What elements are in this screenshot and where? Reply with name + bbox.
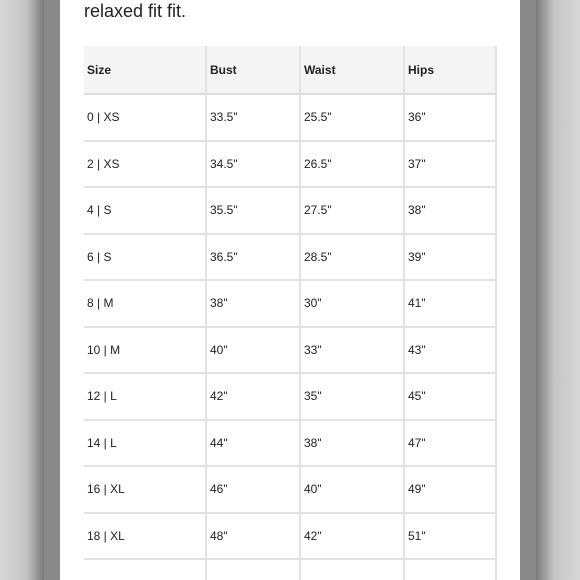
cell-hips: 49" <box>404 466 496 513</box>
table-row <box>84 94 496 141</box>
size-chart-table <box>84 46 497 580</box>
table-row <box>84 513 496 560</box>
header-size: Size <box>84 46 206 94</box>
header-waist: Waist <box>300 46 404 94</box>
cell-hips: 51" <box>404 513 496 560</box>
table-row <box>84 141 496 188</box>
cell-size: 0 | XS <box>84 94 206 141</box>
cell-waist: 35" <box>300 373 404 420</box>
size-chart-page[interactable] <box>60 0 520 580</box>
cell-hips: 41" <box>404 280 496 327</box>
cell-waist: 30" <box>300 280 404 327</box>
cell-bust: 42" <box>206 373 300 420</box>
table-row <box>84 187 496 234</box>
cell-bust: 44" <box>206 420 300 467</box>
cell-waist <box>300 559 404 580</box>
cell-hips: 38" <box>404 187 496 234</box>
cell-bust <box>206 559 300 580</box>
cell-bust: 36.5" <box>206 234 300 281</box>
cell-size: 2 | XS <box>84 141 206 188</box>
cell-waist: 25.5" <box>300 94 404 141</box>
right-backdrop <box>536 0 580 580</box>
cell-bust: 48" <box>206 513 300 560</box>
cell-hips: 39" <box>404 234 496 281</box>
cell-hips: 43" <box>404 327 496 374</box>
left-backdrop <box>0 0 44 580</box>
cell-hips <box>404 559 496 580</box>
table-row <box>84 234 496 281</box>
cell-hips: 37" <box>404 141 496 188</box>
screenshot-frame <box>44 0 536 580</box>
cell-waist: 40" <box>300 466 404 513</box>
cell-waist: 42" <box>300 513 404 560</box>
cell-size: 18 | XL <box>84 513 206 560</box>
cell-size <box>84 559 206 580</box>
cell-waist: 26.5" <box>300 141 404 188</box>
cell-size: 14 | L <box>84 420 206 467</box>
cell-waist: 38" <box>300 420 404 467</box>
cell-size: 4 | S <box>84 187 206 234</box>
table-row-partial <box>84 559 496 580</box>
cell-bust: 34.5" <box>206 141 300 188</box>
intro-text: relaxed fit fit. <box>84 1 187 21</box>
cell-bust: 46" <box>206 466 300 513</box>
cell-bust: 40" <box>206 327 300 374</box>
cell-bust: 38" <box>206 280 300 327</box>
cell-bust: 33.5" <box>206 94 300 141</box>
cell-size: 6 | S <box>84 234 206 281</box>
header-bust: Bust <box>206 46 300 94</box>
cell-size: 10 | M <box>84 327 206 374</box>
cell-bust: 35.5" <box>206 187 300 234</box>
table-row <box>84 327 496 374</box>
header-hips: Hips <box>404 46 496 94</box>
cell-waist: 27.5" <box>300 187 404 234</box>
table-row <box>84 466 496 513</box>
cell-hips: 47" <box>404 420 496 467</box>
table-row <box>84 420 496 467</box>
table-header-row <box>84 46 496 94</box>
cell-waist: 28.5" <box>300 234 404 281</box>
cell-size: 12 | L <box>84 373 206 420</box>
cell-hips: 36" <box>404 94 496 141</box>
cell-hips: 45" <box>404 373 496 420</box>
table-row <box>84 373 496 420</box>
table-row <box>84 280 496 327</box>
cell-size: 16 | XL <box>84 466 206 513</box>
cell-size: 8 | M <box>84 280 206 327</box>
cell-waist: 33" <box>300 327 404 374</box>
